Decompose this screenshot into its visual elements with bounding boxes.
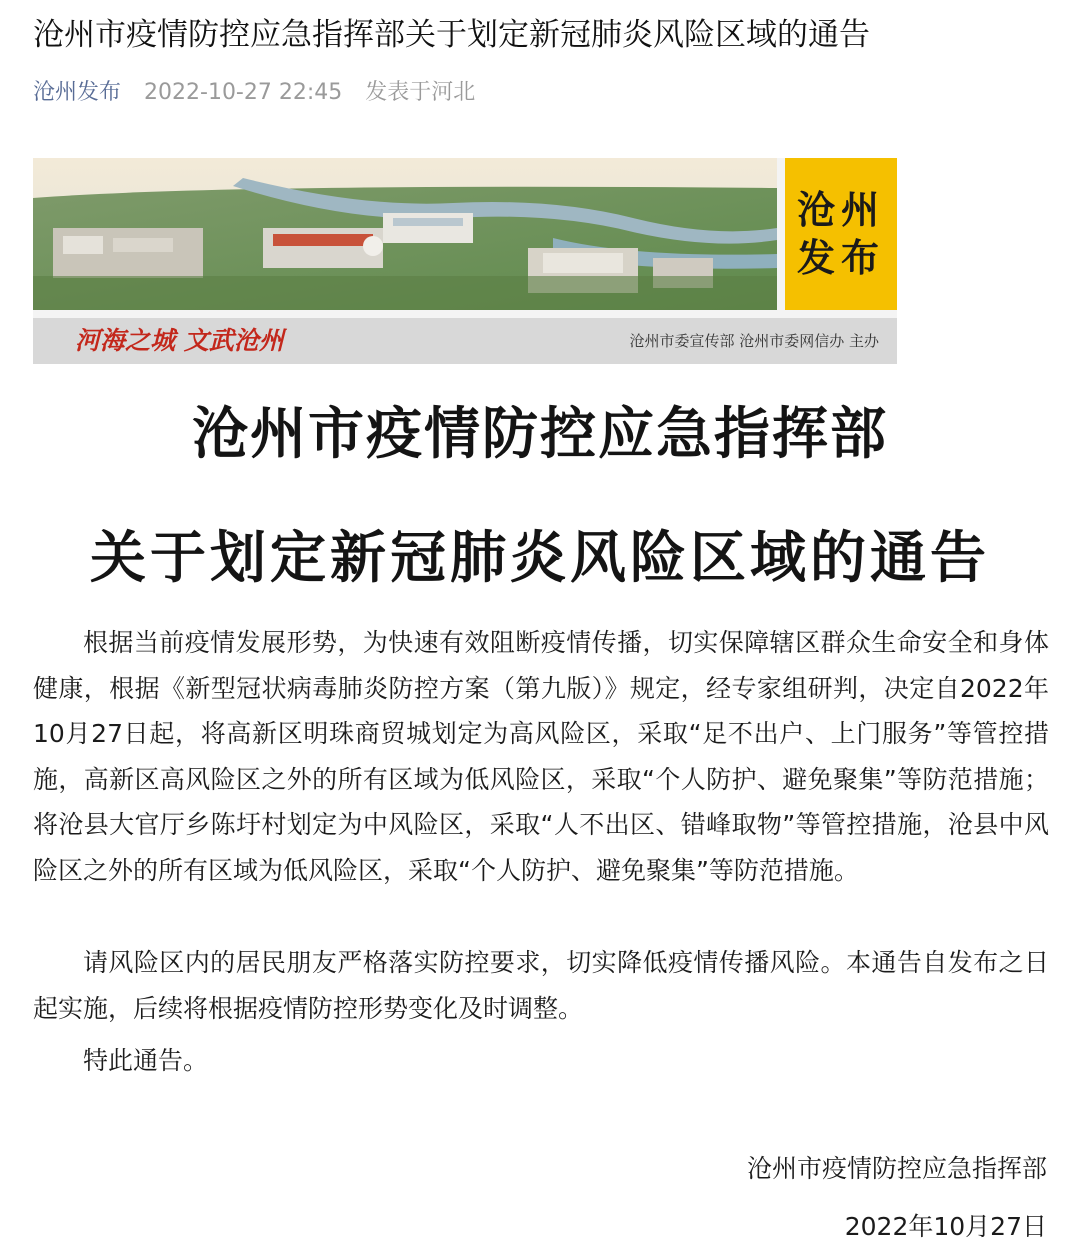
notice-headline-line1: 沧州市疫情防控应急指挥部 <box>192 401 888 467</box>
logo-text-line1: 沧州 <box>796 187 885 232</box>
account-name-link[interactable]: 沧州发布 <box>33 80 122 105</box>
notice-headline-line2: 关于划定新冠肺炎风险区域的通告 <box>90 525 990 591</box>
city-aerial-photo <box>33 158 777 310</box>
notice-paragraph-3: 特此通告。 <box>83 1046 209 1075</box>
publish-datetime: 2022-10-27 22:45 <box>144 80 343 105</box>
article-meta <box>33 78 475 108</box>
banner-slogan: 河海之城 文武沧州 <box>75 326 284 355</box>
header-banner-image <box>33 158 897 364</box>
cangzhou-release-logo <box>785 158 897 310</box>
signature-organization: 沧州市疫情防控应急指挥部 <box>746 1154 1047 1183</box>
banner-caption-strip <box>33 318 897 364</box>
notice-paragraph-2: 请风险区内的居民朋友严格落实防控要求，切实降低疫情传播风险。本通告自发布之日起实施，后续将根据疫情防控形势变化及时调整。 <box>33 948 1049 1023</box>
banner-sponsors: 沧州市委宣传部 沧州市委网信办 主办 <box>629 332 879 350</box>
signature-date: 2022年10月27日 <box>844 1212 1047 1241</box>
notice-paragraph-1: 根据当前疫情发展形势，为快速有效阻断疫情传播，切实保障辖区群众生命安全和身体健康，根据《新型冠状病毒肺炎防控方案（第九版）》规定，经专家组研判，决定自2022年10月27日起，将高新区明珠商贸城划定为高风险区，采取“足不出户、上门服务”等管控措施，高新区高风险区之外的所有区域为低风险区，采取“个人防护、避免聚集”等防范措施；将沧县大官厅乡陈圩村划定为中风险区，采取“人不出区、错峰取物”等管控措施，沧县中风险区之外的所有区域为低风险区，采取“个人防护、避免聚集”等防范措施。 <box>33 628 1049 885</box>
publish-location: 发表于河北 <box>365 80 476 105</box>
logo-text-line2: 发布 <box>796 235 885 280</box>
article-title: 沧州市疫情防控应急指挥部关于划定新冠肺炎风险区域的通告 <box>33 17 870 53</box>
